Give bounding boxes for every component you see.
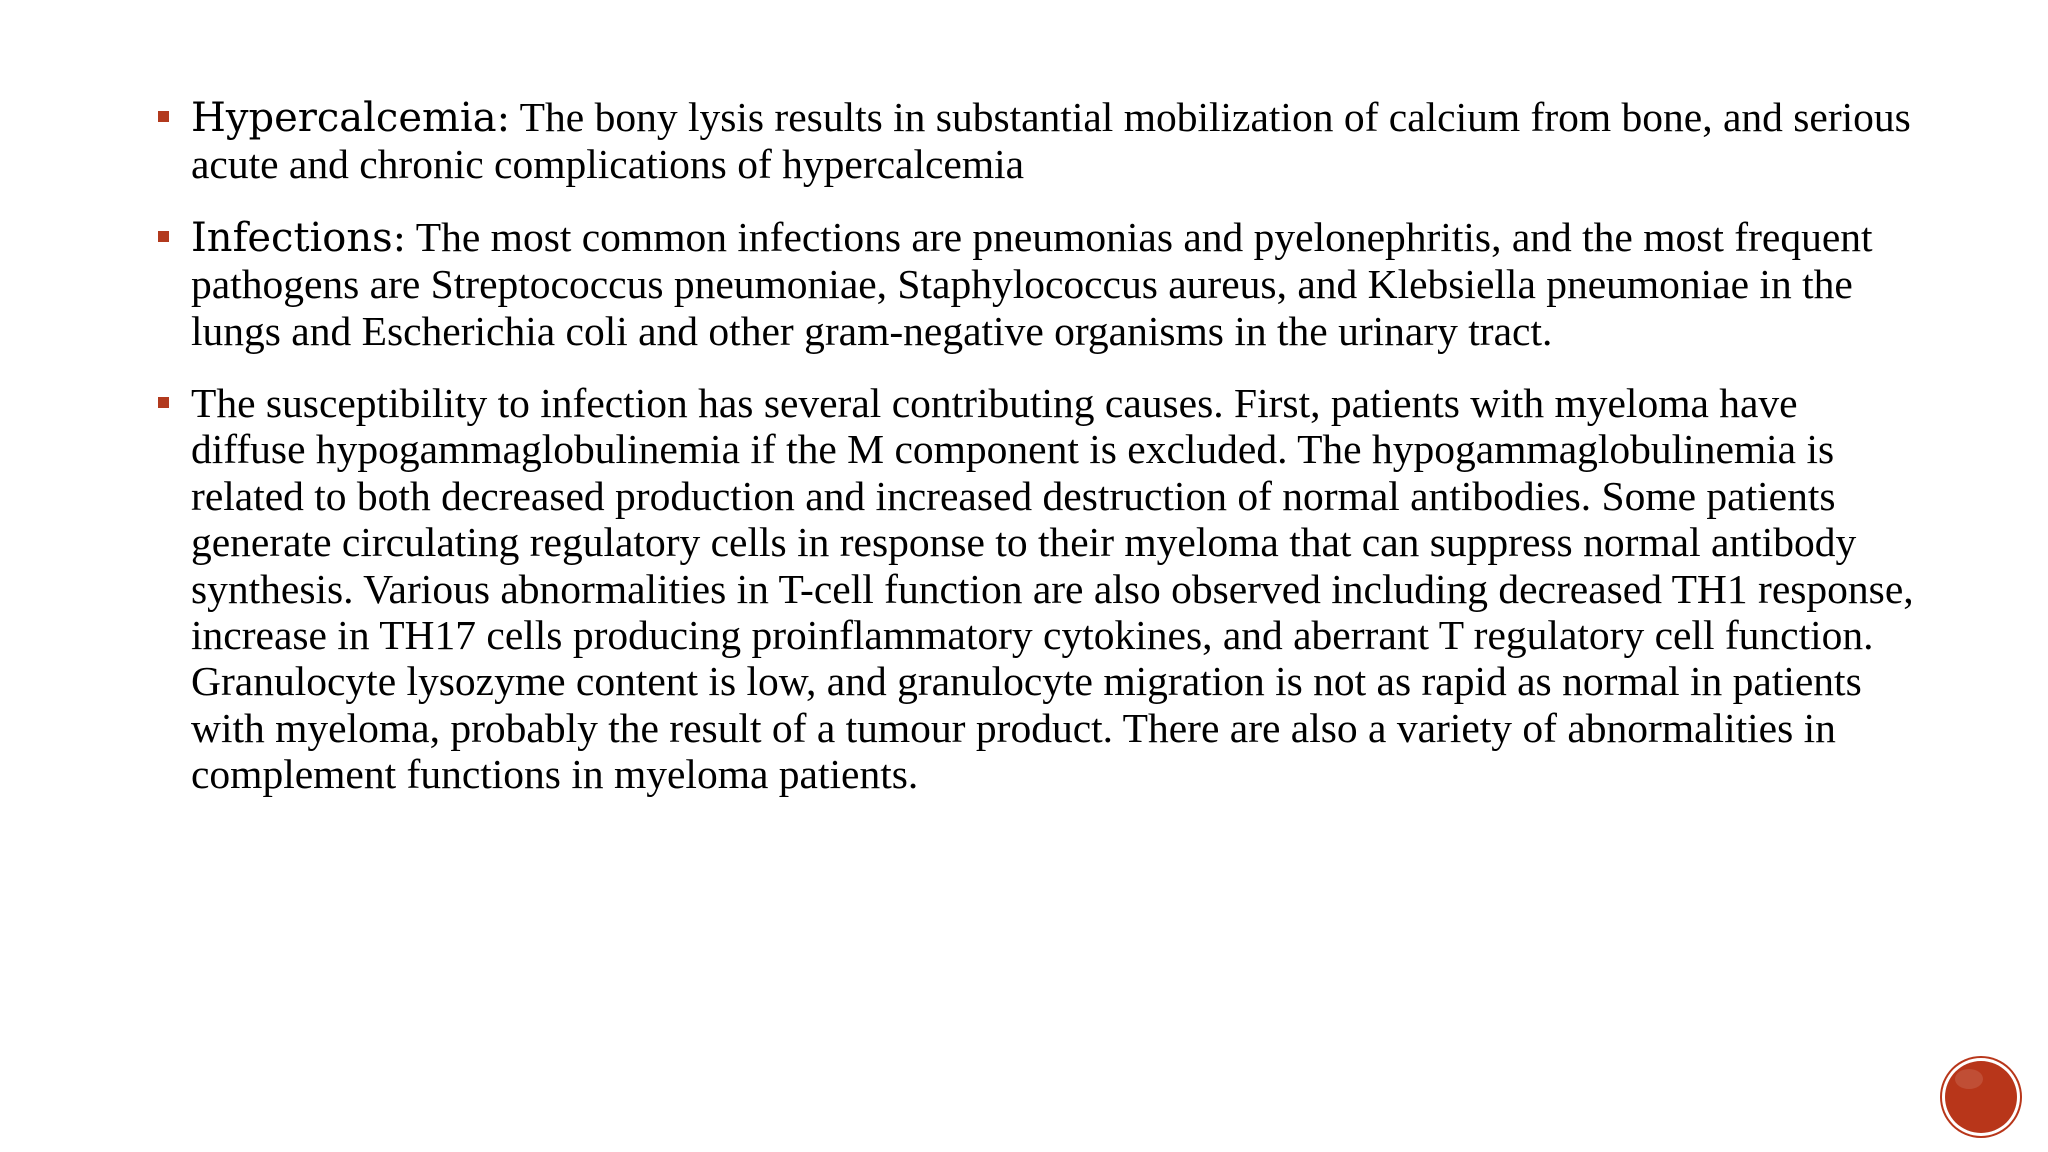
- bullet-text: The susceptibility to infection has several contributing causes. First, patients with myeloma have diffuse hypogammaglobulinemia if the M component is excluded. The hypogammaglobulinemia is related to both decreased production and increased destruction of normal antibodies. Some patients generate circulating regulatory cells in response to their myeloma that can suppress normal antibody synthesis. Various abnormalities in T-cell function are also observed including decreased TH1 response, increase in TH17 cells producing proinflammatory cytokines, and aberrant T regulatory cell function. Granulocyte lysozyme content is low, and granulocyte migration is not as rapid as normal in patients with myeloma, probably the result of a tumour product. There are also a variety of abnormalities in complement functions in myeloma patients.: [191, 380, 1914, 798]
- square-bullet-icon: [158, 111, 169, 122]
- bullet-text: The most common infections are pneumonias and pyelonephritis, and the most frequent pathogens are Streptococcus pneumoniae, Staphylococcus aureus, and Klebsiella pneumoniae in the lungs and Escherichia coli and other gram-negative organisms in the urinary tract.: [191, 213, 1873, 354]
- square-bullet-icon: [158, 397, 169, 408]
- square-bullet-icon: [158, 231, 169, 242]
- bullet-infections: [155, 214, 1915, 354]
- bullet-hypercalcemia: [155, 94, 1915, 188]
- bullet-text: The bony lysis results in substantial mobilization of calcium from bone, and serious acute and chronic complications of hypercalcemia: [191, 94, 1911, 188]
- bullet-term: Hypercalcemia:: [191, 95, 511, 141]
- bullet-susceptibility: [155, 380, 1915, 798]
- slide-content: [155, 94, 1915, 824]
- bullet-term: Infections:: [191, 214, 407, 261]
- slide-number-badge: [1945, 1061, 2017, 1133]
